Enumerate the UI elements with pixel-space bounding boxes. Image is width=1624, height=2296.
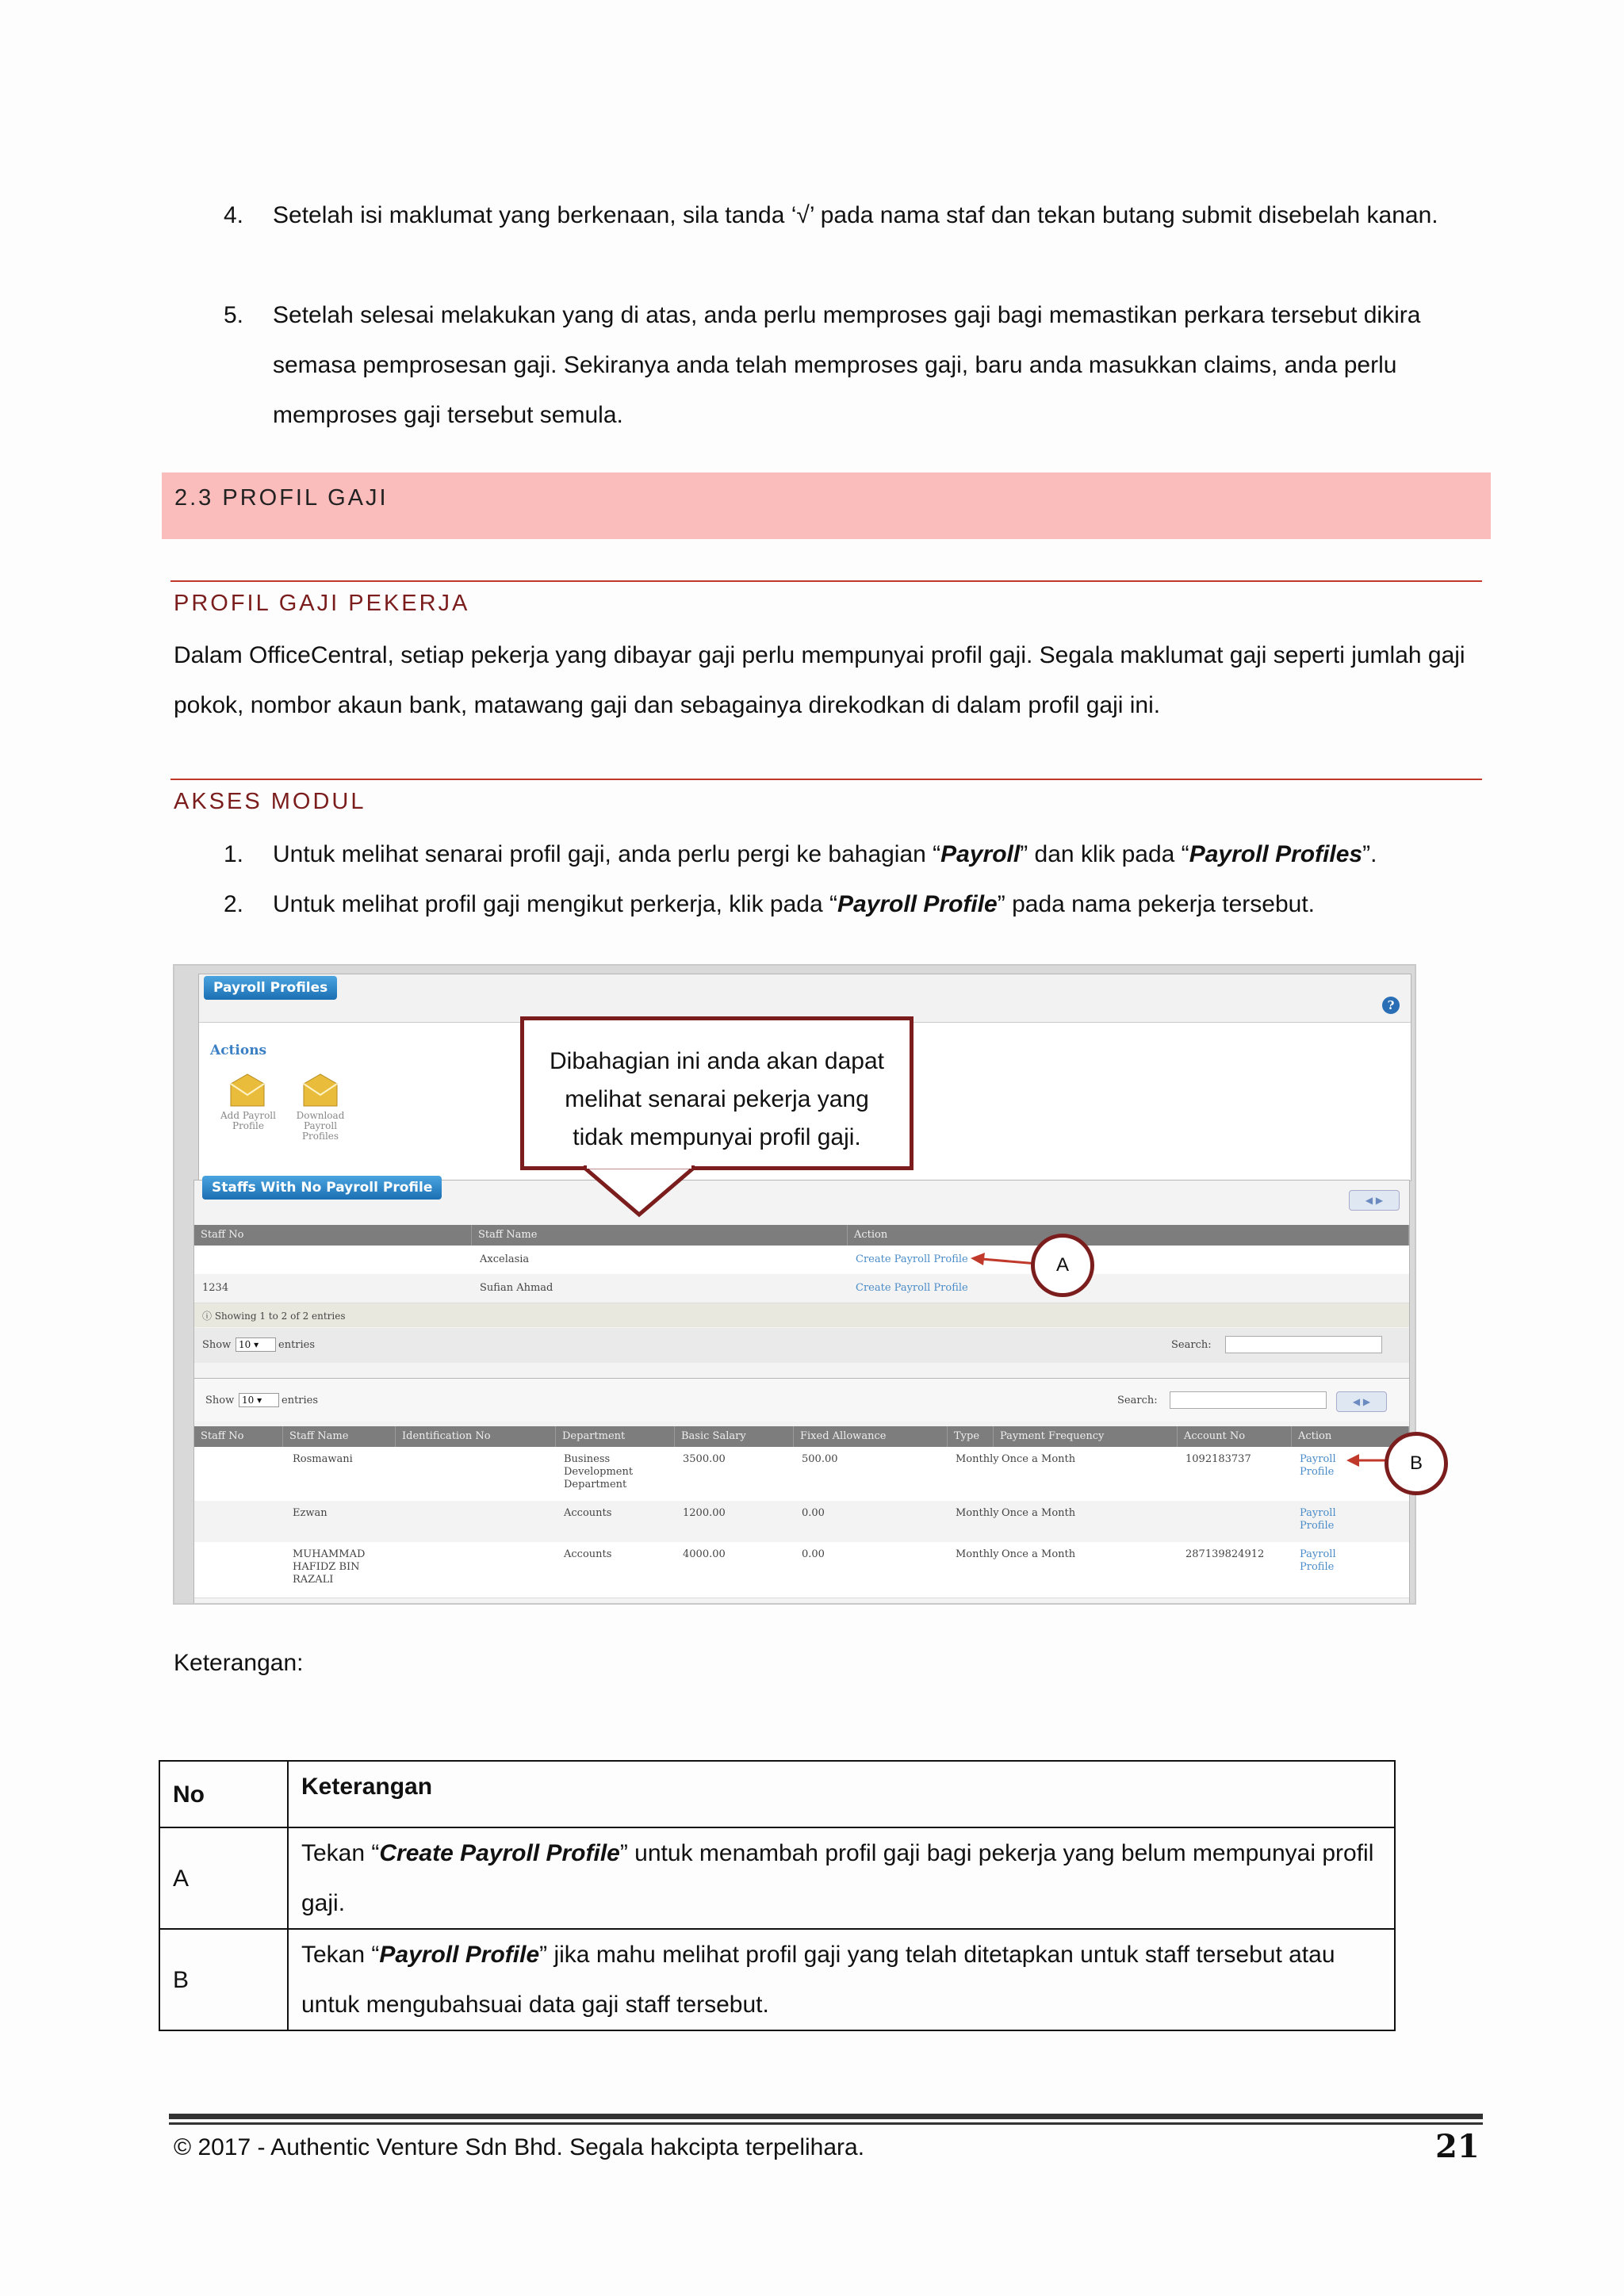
payment-frequency: Once a Month bbox=[1002, 1453, 1076, 1465]
list-number: 4. bbox=[224, 202, 244, 228]
department: Accounts bbox=[564, 1548, 612, 1560]
download-payroll-label[interactable]: Download Payroll Profiles bbox=[296, 1110, 345, 1142]
pager-arrows-icon[interactable]: ◀ ▶ bbox=[1336, 1391, 1387, 1412]
payment-frequency: Once a Month bbox=[1002, 1507, 1076, 1519]
list-number: 5. bbox=[224, 302, 244, 328]
account-no: 1092183737 bbox=[1185, 1453, 1251, 1465]
list-text: Untuk melihat profil gaji mengikut perkerja, klik pada “Payroll Profile” pada nama pekerja tersebut. bbox=[273, 891, 1315, 917]
staff-name: Sufian Ahmad bbox=[480, 1282, 553, 1294]
callout-text: Dibahagian ini anda akan dapat melihat senarai pekerja yang tidak mempunyai profil gaji. bbox=[549, 1048, 884, 1150]
show-select[interactable]: 10 ▾ bbox=[239, 1393, 279, 1407]
no-profile-table-header bbox=[194, 1225, 1409, 1246]
keterangan-table bbox=[159, 1760, 1396, 2031]
subheading-akses-modul: AKSES MODUL bbox=[174, 789, 366, 814]
col-action[interactable]: Action bbox=[1292, 1426, 1409, 1447]
col-fixed-allowance[interactable]: Fixed Allowance bbox=[794, 1426, 948, 1447]
type: Monthly bbox=[956, 1507, 999, 1519]
divider bbox=[170, 580, 1482, 582]
col-identification-no[interactable]: Identification No bbox=[396, 1426, 556, 1447]
add-payroll-icon[interactable] bbox=[228, 1073, 267, 1111]
tab-staffs-no-profile[interactable]: Staffs With No Payroll Profile bbox=[202, 1176, 442, 1200]
fixed-allowance: 500.00 bbox=[802, 1453, 838, 1465]
paging-bar bbox=[194, 1328, 1409, 1363]
row-desc: Tekan “Payroll Profile” jika mahu melihat profil gaji yang telah ditetapkan untuk staff tersebut atau untuk mengubahsuai data gaji staff tersebut. bbox=[288, 1929, 1395, 2030]
list-number: 1. bbox=[224, 841, 244, 867]
col-keterangan: Keterangan bbox=[288, 1761, 1395, 1827]
table-row bbox=[194, 1246, 1409, 1275]
showing-bar bbox=[194, 1303, 1409, 1327]
search-input[interactable] bbox=[1170, 1391, 1327, 1409]
show-label: Show bbox=[205, 1395, 235, 1406]
table-row bbox=[194, 1447, 1409, 1502]
col-basic-salary[interactable]: Basic Salary bbox=[675, 1426, 794, 1447]
divider bbox=[170, 779, 1482, 780]
download-payroll-icon[interactable] bbox=[301, 1073, 340, 1111]
callout-pointer bbox=[584, 1165, 695, 1218]
basic-salary: 4000.00 bbox=[683, 1548, 726, 1560]
basic-salary: 1200.00 bbox=[683, 1507, 726, 1519]
marker-a: A bbox=[1031, 1234, 1094, 1297]
entries-label: entries bbox=[282, 1395, 319, 1406]
help-icon[interactable]: ? bbox=[1382, 997, 1400, 1014]
tab-payroll-profiles[interactable]: Payroll Profiles bbox=[204, 976, 337, 1000]
list-text: Untuk melihat senarai profil gaji, anda perlu pergi ke bahagian “Payroll” dan klik pada “Payroll Profiles”. bbox=[273, 841, 1377, 867]
show-select[interactable]: 10 ▾ bbox=[236, 1337, 276, 1352]
table-row bbox=[194, 1274, 1409, 1303]
subheading-profil-gaji-pekerja: PROFIL GAJI PEKERJA bbox=[174, 591, 470, 616]
actions-label: Actions bbox=[210, 1043, 267, 1058]
type: Monthly bbox=[956, 1453, 999, 1465]
profile-table-header bbox=[194, 1426, 1409, 1447]
create-payroll-profile-link[interactable]: Create Payroll Profile bbox=[856, 1253, 968, 1265]
payroll-profiles-panel bbox=[193, 1378, 1410, 1605]
list-text: Setelah selesai melakukan yang di atas, anda perlu memproses gaji bagi memastikan perkara tersebut dikira semasa pemprosesan gaji. Sekiranya anda telah memproses gaji, baru anda masukkan claims, anda perlu memproses gaji tersebut semula. bbox=[273, 302, 1421, 428]
table-row bbox=[194, 1542, 1409, 1598]
col-staff-name[interactable]: Staff Name bbox=[283, 1426, 396, 1447]
footer-rule bbox=[169, 2122, 1483, 2125]
col-staff-name[interactable]: Staff Name bbox=[472, 1225, 848, 1246]
list-text: Setelah isi maklumat yang berkenaan, sila tanda ‘√’ pada nama staf dan tekan butang submit disebelah kanan. bbox=[273, 202, 1438, 228]
add-payroll-label[interactable]: Add Payroll Profile bbox=[220, 1110, 276, 1131]
staff-name: Axcelasia bbox=[480, 1253, 530, 1265]
department: Business Development Department bbox=[564, 1453, 634, 1490]
payroll-profile-link[interactable]: Payroll Profile bbox=[1300, 1548, 1336, 1573]
account-no: 287139824912 bbox=[1185, 1548, 1265, 1560]
type: Monthly bbox=[956, 1548, 999, 1560]
row-no: A bbox=[159, 1827, 288, 1929]
staff-no: 1234 bbox=[202, 1282, 229, 1294]
list-number: 2. bbox=[224, 891, 244, 917]
callout-bubble bbox=[520, 1016, 914, 1170]
fixed-allowance: 0.00 bbox=[802, 1507, 825, 1519]
no-profile-panel bbox=[193, 1180, 1410, 1380]
section-heading-text: 2.3 PROFIL GAJI bbox=[174, 485, 389, 511]
fixed-allowance: 0.00 bbox=[802, 1548, 825, 1560]
payroll-profile-link[interactable]: Payroll Profile bbox=[1300, 1453, 1336, 1478]
show-label: Show bbox=[202, 1339, 232, 1351]
col-payment-frequency[interactable]: Payment Frequency bbox=[994, 1426, 1178, 1447]
staff-name: MUHAMMAD HAFIDZ BIN RAZALI bbox=[293, 1548, 366, 1586]
basic-salary: 3500.00 bbox=[683, 1453, 726, 1465]
section-heading bbox=[162, 473, 1491, 539]
col-staff-no[interactable]: Staff No bbox=[194, 1225, 472, 1246]
entries-label: entries bbox=[278, 1339, 316, 1351]
payroll-profile-link[interactable]: Payroll Profile bbox=[1300, 1507, 1336, 1532]
department: Accounts bbox=[564, 1507, 612, 1519]
col-action[interactable]: Action bbox=[848, 1225, 1409, 1246]
col-type[interactable]: Type bbox=[948, 1426, 994, 1447]
row-desc: Tekan “Create Payroll Profile” untuk menambah profil gaji bagi pekerja yang belum mempunyai profil gaji. bbox=[288, 1827, 1395, 1929]
paragraph-profil-gaji: Dalam OfficeCentral, setiap pekerja yang dibayar gaji perlu mempunyai profil gaji. Segala maklumat gaji seperti jumlah gaji pokok, nombor akaun bank, matawang gaji dan sebagainya direkodkan di dalam profil gaji ini. bbox=[174, 642, 1465, 718]
search-label: Search: bbox=[1117, 1395, 1158, 1406]
table-row bbox=[194, 1501, 1409, 1543]
staff-name: Rosmawani bbox=[293, 1453, 353, 1465]
pager-arrows-icon[interactable]: ◀ ▶ bbox=[1349, 1190, 1400, 1211]
col-department[interactable]: Department bbox=[556, 1426, 675, 1447]
page-number: 21 bbox=[1435, 2128, 1480, 2165]
search-input[interactable] bbox=[1225, 1336, 1382, 1353]
marker-b: B bbox=[1385, 1432, 1448, 1495]
col-no: No bbox=[159, 1761, 288, 1827]
create-payroll-profile-link[interactable]: Create Payroll Profile bbox=[856, 1282, 968, 1294]
footer-copyright: © 2017 - Authentic Venture Sdn Bhd. Segala hakcipta terpelihara. bbox=[174, 2134, 865, 2160]
search-label: Search: bbox=[1171, 1339, 1212, 1351]
col-staff-no[interactable]: Staff No bbox=[194, 1426, 283, 1447]
keterangan-label: Keterangan: bbox=[174, 1650, 304, 1676]
col-account-no[interactable]: Account No bbox=[1178, 1426, 1292, 1447]
staff-name: Ezwan bbox=[293, 1507, 327, 1519]
showing-text: ⓘ Showing 1 to 2 of 2 entries bbox=[202, 1311, 346, 1322]
payment-frequency: Once a Month bbox=[1002, 1548, 1076, 1560]
footer-rule bbox=[169, 2114, 1483, 2119]
row-no: B bbox=[159, 1929, 288, 2030]
